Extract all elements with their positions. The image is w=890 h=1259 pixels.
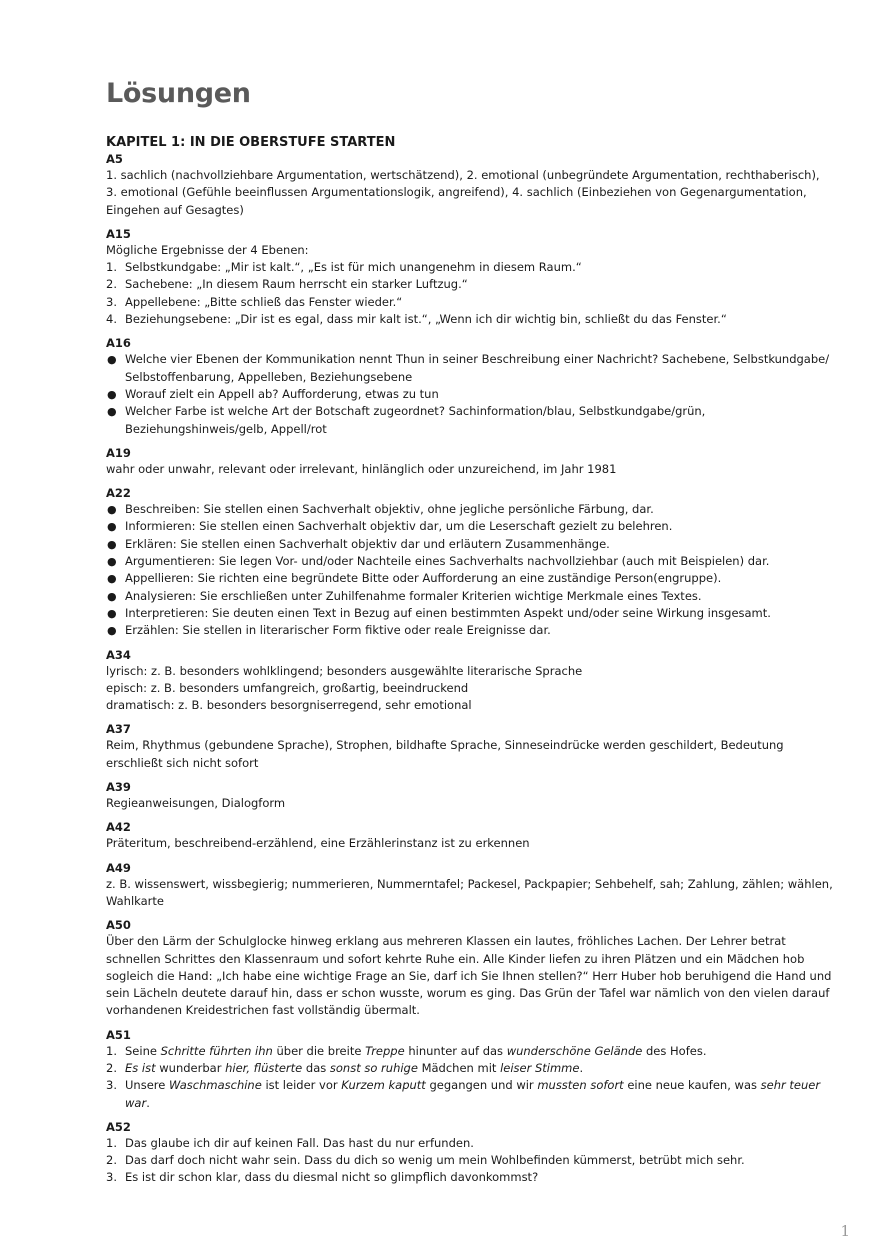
list-item: ● Erzählen: Sie stellen in literarischer Form fiktive oder reale Ereignisse dar. [107, 623, 551, 638]
list-item: 4. Beziehungsebene: „Dir ist es egal, dass mir kalt ist.“, „Wenn ich dir wichtig bin, schließt du das Fenster.“ [106, 312, 727, 327]
section-label: A5 [106, 152, 123, 166]
section-a39 [106, 780, 834, 812]
list-item: 3. Unsere Waschmaschine ist leider vor Kurzem kaputt gegangen und wir mussten sofort eine neue kaufen, was sehr teuer war. [106, 1078, 821, 1110]
numbered-list [106, 1135, 834, 1187]
section-a49 [106, 861, 834, 911]
numbered-list [106, 1043, 834, 1112]
section-label: A16 [106, 336, 131, 351]
list-item: ● Welche vier Ebenen der Kommunikation nennt Thun in seiner Beschreibung einer Nachricht? Sachebene, Selbstkundgabe/ Selbstoffenbarung, Appelleben, Beziehungsebene [107, 352, 830, 384]
section-label: A49 [106, 860, 131, 875]
section-a37 [106, 722, 834, 772]
section-label: A15 [106, 226, 131, 241]
list-item: ● Beschreiben: Sie stellen einen Sachverhalt objektiv, ohne jegliche persönliche Färbung, dar. [107, 502, 654, 517]
section-label: A34 [106, 647, 131, 662]
list-item: 2. Das darf doch nicht wahr sein. Dass du dich so wenig um mein Wohlbefinden kümmerst, betrübt mich sehr. [106, 1153, 745, 1168]
section-text: wahr oder unwahr, relevant oder irrelevant, hinlänglich oder unzureichend, im Jahr 1981 [106, 461, 617, 476]
section-label: A19 [106, 445, 131, 460]
list-item: ● Argumentieren: Sie legen Vor- und/oder Nachteile eines Sachverhalts nachvollziehbar (auch mit Beispielen) dar. [107, 554, 770, 569]
section-a22 [106, 486, 834, 639]
list-item: 1. Das glaube ich dir auf keinen Fall. Das hast du nur erfunden. [106, 1135, 474, 1150]
list-item: ● Welcher Farbe ist welche Art der Botschaft zugeordnet? Sachinformation/blau, Selbstkundgabe/grün, Beziehungshinweis/gelb, Appell/rot [107, 404, 706, 436]
section-label: A39 [106, 780, 131, 795]
section-line: lyrisch: z. B. besonders wohlklingend; besonders ausgewählte literarische Sprache [106, 663, 583, 678]
section-text: Präteritum, beschreibend-erzählend, eine Erzählerinstanz ist zu erkennen [106, 836, 530, 851]
section-label: A42 [106, 820, 131, 835]
list-item: 1. Selbstkundgabe: „Mir ist kalt.“, „Es ist für mich unangenehm in diesem Raum.“ [106, 260, 582, 275]
section-a34 [106, 648, 834, 715]
section-text: Regieanweisungen, Dialogform [106, 796, 286, 811]
list-item: 3. Es ist dir schon klar, dass du diesmal nicht so glimpflich davonkommst? [106, 1170, 539, 1185]
list-item: ● Erklären: Sie stellen einen Sachverhalt objektiv dar und erläutern Zusammenhänge. [107, 536, 610, 551]
section-label: A52 [106, 1119, 131, 1134]
section-label: A51 [106, 1027, 131, 1042]
section-text: z. B. wissenswert, wissbegierig; nummerieren, Nummerntafel; Packesel, Packpapier; Sehbehelf, sah; Zahlung, zählen; wählen, Wahlkarte [106, 876, 833, 908]
section-text: Über den Lärm der Schulglocke hinweg erklang aus mehreren Klassen ein lautes, fröhliches Lachen. Der Lehrer betrat schnellen Schrittes den Klassenraum und sofort kehrte Ruhe ein. Alle Kinder liefen zu ihren Plätzen und ein Mädchen hob sogleich die Hand: „Ich habe eine wichtige Frage an Sie, darf ich Sie Ihnen stellen?“ Herr Huber hob beruhigend die Hand und sein Lächeln deutete darauf hin, dass er schon wusste, worum es ging. Das Grün der Tafel war nämlich von den vielen darauf vorhandenen Kreidestrichen fast vollständig übermalt. [106, 934, 832, 1018]
section-label: A22 [106, 486, 131, 501]
page-number: 1 [840, 1222, 850, 1240]
list-item: 1. Seine Schritte führten ihn über die breite Treppe hinunter auf das wunderschöne Gelände des Hofes. [106, 1043, 707, 1058]
list-item: ● Appellieren: Sie richten eine begründete Bitte oder Aufforderung an eine zuständige Person(engruppe). [107, 571, 722, 586]
section-a16 [106, 336, 834, 437]
list-item: 2. Es ist wunderbar hier, flüsterte das sonst so ruhige Mädchen mit leiser Stimme. [106, 1060, 584, 1075]
section-a5 [106, 152, 834, 219]
section-label: A50 [106, 918, 131, 933]
list-item: ● Worauf zielt ein Appell ab? Aufforderung, etwas zu tun [107, 386, 439, 401]
section-label: A37 [106, 722, 131, 737]
page-title: Lösungen [106, 78, 251, 109]
section-a50 [106, 918, 834, 1019]
bullet-list [106, 501, 834, 639]
section-a42 [106, 820, 834, 852]
chapter-heading: KAPITEL 1: IN DIE OBERSTUFE STARTEN [106, 135, 396, 150]
document-page [106, 78, 834, 1195]
section-a19 [106, 446, 834, 478]
list-item: ● Informieren: Sie stellen einen Sachverhalt objektiv dar, um die Leserschaft gezielt zu belehren. [107, 519, 673, 534]
bullet-list [106, 351, 834, 437]
section-a15 [106, 227, 834, 328]
section-intro: Mögliche Ergebnisse der 4 Ebenen: [106, 242, 309, 257]
section-text: Reim, Rhythmus (gebundene Sprache), Strophen, bildhafte Sprache, Sinneseindrücke werden geschildert, Bedeutung erschließt sich nicht sofort [106, 738, 784, 770]
section-line: episch: z. B. besonders umfangreich, großartig, beeindruckend [106, 680, 469, 695]
list-item: ● Analysieren: Sie erschließen unter Zuhilfenahme formaler Kriterien wichtige Merkmale eines Textes. [107, 588, 702, 603]
section-a51 [106, 1028, 834, 1112]
list-item: 2. Sachebene: „In diesem Raum herrscht ein starker Luftzug.“ [106, 277, 468, 292]
section-a52 [106, 1120, 834, 1187]
section-line: dramatisch: z. B. besonders besorgniserregend, sehr emotional [106, 698, 472, 713]
list-item: 3. Appellebene: „Bitte schließ das Fenster wieder.“ [106, 294, 403, 309]
list-item: ● Interpretieren: Sie deuten einen Text in Bezug auf einen bestimmten Aspekt und/oder seine Wirkung insgesamt. [107, 605, 771, 620]
numbered-list [106, 259, 834, 328]
section-text: 1. sachlich (nachvollziehbare Argumentation, wertschätzend), 2. emotional (unbegründete Argumentation, rechthaberisch), 3. emotional (Gefühle beeinflussen Argumentationslogik, angreifend), 4. sachlich (Einbeziehen von Gegenargumentation, Eingehen auf Gesagtes) [106, 168, 820, 217]
